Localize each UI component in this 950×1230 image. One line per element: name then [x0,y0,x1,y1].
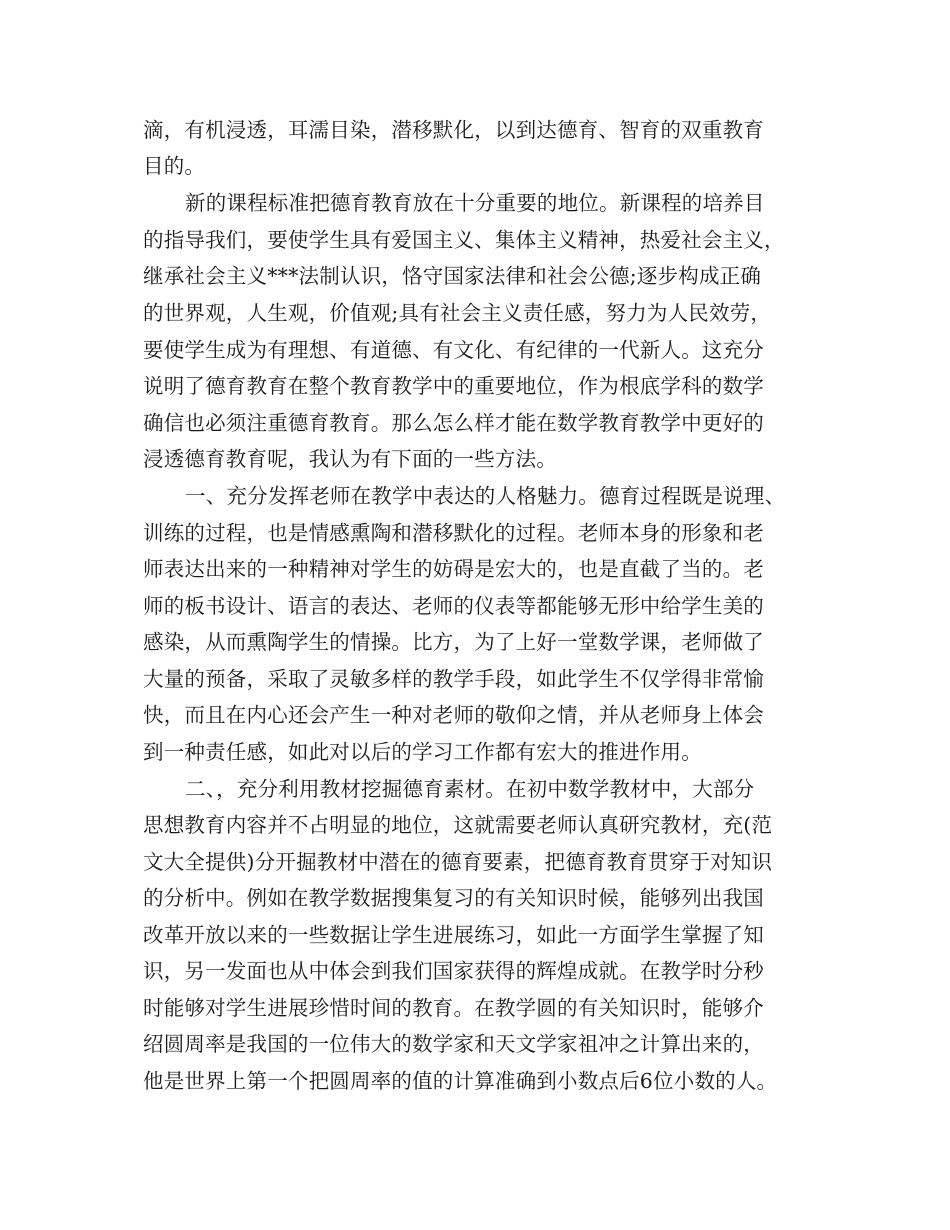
text-line: 时能够对学生进展珍惜时间的教育。在教学圆的有关知识时，能够介 [143,996,764,1020]
text-line: 感染，从而熏陶学生的情操。比方，为了上好一堂数学课，老师做了 [143,630,764,654]
text-line: 训练的过程，也是情感熏陶和潜移默化的过程。老师本身的形象和老 [143,521,764,545]
text-line: 师的板书设计、语言的表达、老师的仪表等都能够无形中给学生美的 [143,594,764,618]
paragraph-start-line: 二、，充分利用教材挖掘德育素材。在初中数学教材中，大部分 [185,777,755,801]
text-line: 师表达出来的一种精神对学生的妨碍是宏大的，也是直截了当的。老 [143,557,764,581]
paragraph-start-line: 新的课程标准把德育教育放在十分重要的地位。新课程的培养目 [185,191,765,215]
text-line: 绍圆周率是我国的一位伟大的数学家和天文学家祖冲之计算出来的， [143,1032,764,1056]
text-line: 的指导我们，要使学生具有爱国主义、集体主义精神，热爱社会主义， [143,228,785,252]
text-line: 的分析中。例如在教学数据搜集复习的有关知识时候，能够列出我国 [143,886,764,910]
text-line: 他是世界上第一个把圆周率的值的计算准确到小数点后6位小数的人。 [143,1069,778,1093]
text-line: 识，另一发面也从中体会到我们国家获得的辉煌成就。在教学时分秒 [143,959,764,983]
text-line: 思想教育内容并不占明显的地位，这就需要老师认真研究教材，充(范 [143,813,773,837]
text-line: 改革开放以来的一些数据让学生进展练习，如此一方面学生掌握了知 [143,923,764,947]
text-line: 大量的预备，采取了灵敏多样的教学手段，如此学生不仅学得非常愉 [143,667,764,691]
text-line: 继承社会主义***法制认识，恪守国家法律和社会公德;逐步构成正确 [143,264,762,288]
text-line: 确信也必须注重德育教育。那么怎么样才能在数学教育教学中更好的 [143,411,764,435]
text-line: 说明了德育教育在整个教育教学中的重要地位，作为根底学科的数学 [143,374,764,398]
text-line: 要使学生成为有理想、有道德、有文化、有纪律的一代新人。这充分 [143,338,764,362]
text-line: 文大全提供)分开掘教材中潜在的德育要素，把德育教育贯穿于对知识 [143,850,773,874]
text-line: 浸透德育教育呢，我认为有下面的一些方法。 [143,447,557,471]
text-line: 到一种责任感，如此对以后的学习工作都有宏大的推进作用。 [143,740,702,764]
text-line: 的世界观，人生观，价值观;具有社会主义责任感，努力为人民效劳， [143,301,772,325]
text-line: 目的。 [143,154,206,178]
paragraph-start-line: 一、充分发挥老师在教学中表达的人格魅力。德育过程既是说理、 [185,484,786,508]
text-line: 滴，有机浸透，耳濡目染，潜移默化，以到达德育、智育的双重教育 [143,118,764,142]
text-line: 快，而且在内心还会产生一种对老师的敬仰之情，并从老师身上体会 [143,703,764,727]
